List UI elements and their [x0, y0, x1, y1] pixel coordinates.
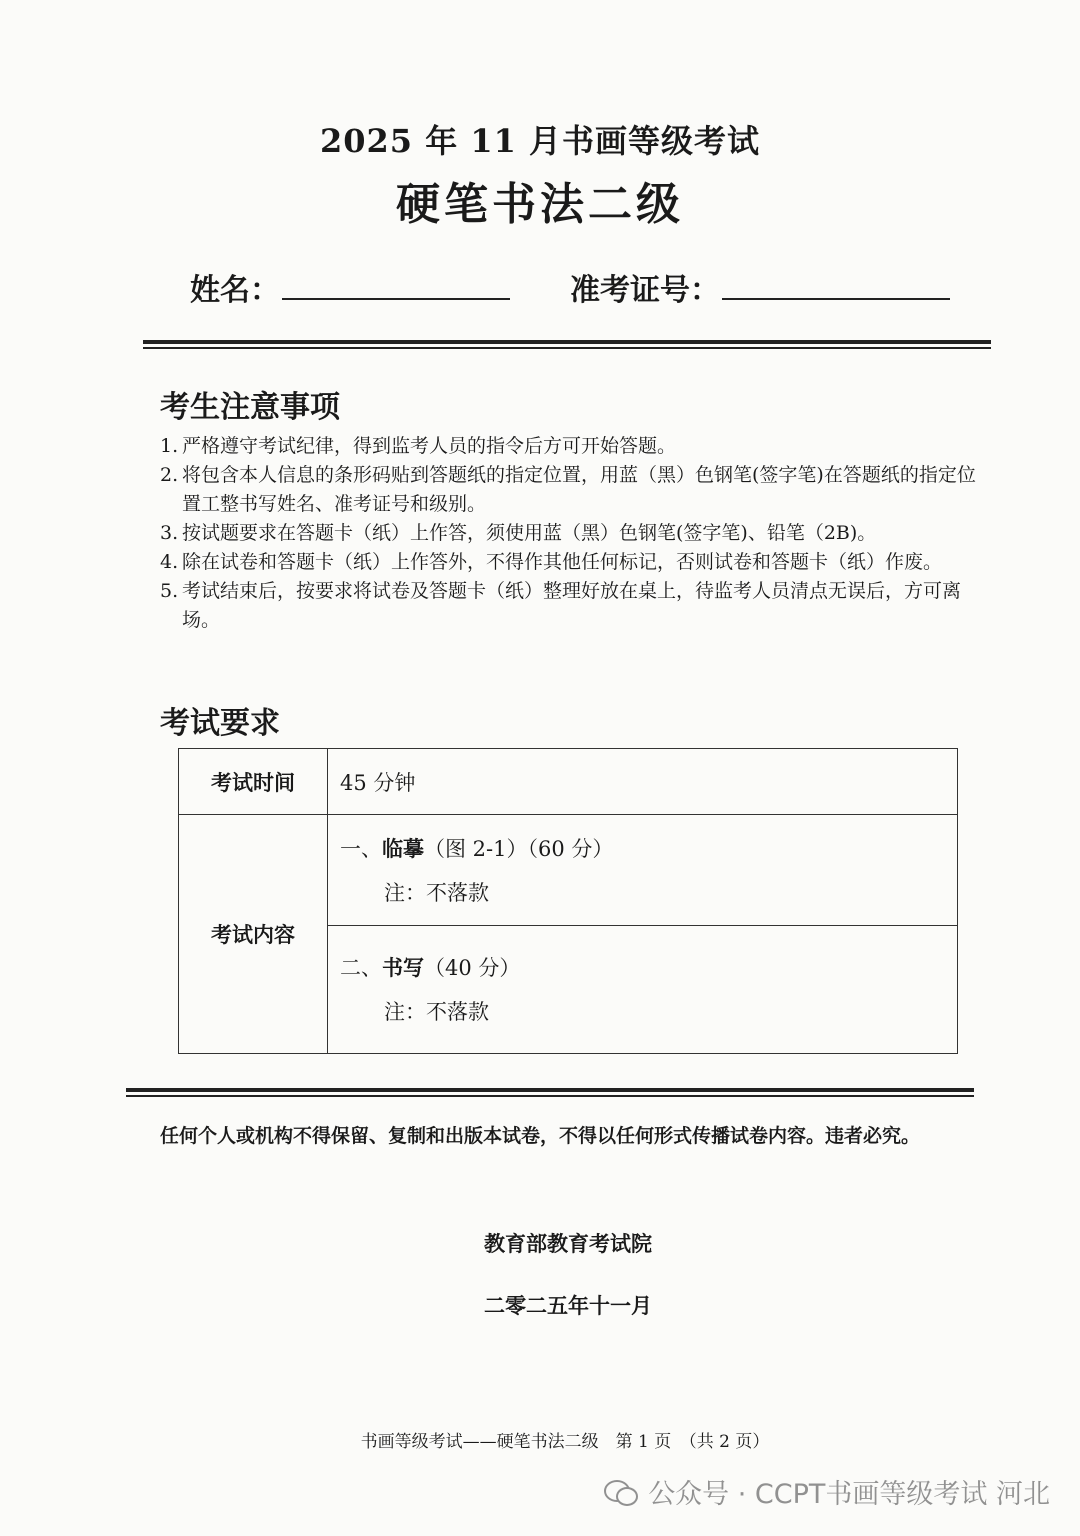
notice-item: [160, 548, 980, 577]
requirements-heading: 考试要求: [160, 706, 280, 741]
item-detail: （图 2-1）（60 分）: [424, 836, 614, 861]
name-label: 姓名：: [190, 273, 280, 308]
name-field[interactable]: [282, 298, 510, 300]
item-detail: （40 分）: [424, 956, 521, 981]
notice-number: 3.: [160, 522, 179, 544]
exam-time-value: 45 分钟: [328, 749, 958, 815]
bottom-divider: [126, 1088, 974, 1098]
notice-number: 2.: [160, 464, 179, 486]
table-row: [179, 815, 958, 925]
notice-text: 除在试卷和答题卡（纸）上作答外，不得作其他任何标记，否则试卷和答题卡（纸）作废。: [182, 551, 943, 573]
item-title: 书写: [382, 955, 424, 981]
notice-item: [160, 577, 980, 635]
page-footer: 书画等级考试——硬笔书法二级 第 1 页 （共 2 页）: [360, 1432, 770, 1452]
content-item-heading: [340, 952, 957, 982]
notice-item: [160, 519, 980, 548]
item-title: 临摹: [382, 835, 424, 861]
exam-time-label: 考试时间: [179, 749, 328, 815]
watermark-text: 公众号 · CCPT书画等级考试 河北: [648, 1479, 1050, 1510]
watermark: [604, 1472, 1050, 1511]
notice-item: [160, 461, 980, 519]
wechat-icon: [604, 1478, 638, 1506]
notice-text: 考试结束后，按要求将试卷及答题卡（纸）整理好放在桌上，待监考人员清点无误后，方可离场。: [182, 580, 962, 631]
content-item-heading: [340, 833, 957, 863]
notice-number: 4.: [160, 551, 179, 573]
item-prefix: 一、: [340, 836, 382, 861]
notice-number: 1.: [160, 435, 179, 457]
notice-text: 按试题要求在答题卡（纸）上作答，须使用蓝（黑）色钢笔(签字笔)、铅笔（2B)。: [182, 522, 877, 544]
content-item-copy: [328, 815, 958, 925]
issue-date: 二零二五年十一月: [484, 1293, 652, 1318]
notice-text: 严格遵守考试纪律，得到监考人员的指令后方可开始答题。: [182, 435, 677, 457]
requirements-table: [178, 748, 958, 1054]
issuer: 教育部教育考试院: [484, 1231, 652, 1256]
content-item-note: 注：不落款: [384, 1000, 489, 1025]
ticket-number-field[interactable]: [722, 298, 950, 300]
exam-title: 2025 年 11 月书画等级考试: [319, 122, 761, 160]
top-divider: [143, 340, 991, 350]
notice-heading: 考生注意事项: [160, 390, 340, 425]
content-item-write: [328, 925, 958, 1053]
exam-subject: 硬笔书法二级: [396, 179, 684, 230]
item-prefix: 二、: [340, 956, 382, 981]
content-item-note: 注：不落款: [384, 880, 489, 905]
ticket-number-label: 准考证号：: [570, 273, 720, 308]
notice-item: [160, 432, 980, 461]
notice-list: [160, 432, 980, 635]
notice-number: 5.: [160, 580, 179, 602]
table-row: [179, 749, 958, 815]
copyright-notice: 任何个人或机构不得保留、复制和出版本试卷，不得以任何形式传播试卷内容。违者必究。: [160, 1125, 921, 1147]
exam-content-label: 考试内容: [179, 815, 328, 1054]
notice-text: 将包含本人信息的条形码贴到答题纸的指定位置，用蓝（黑）色钢笔(签字笔)在答题纸的指定位置工整书写姓名、准考证号和级别。: [182, 464, 976, 515]
